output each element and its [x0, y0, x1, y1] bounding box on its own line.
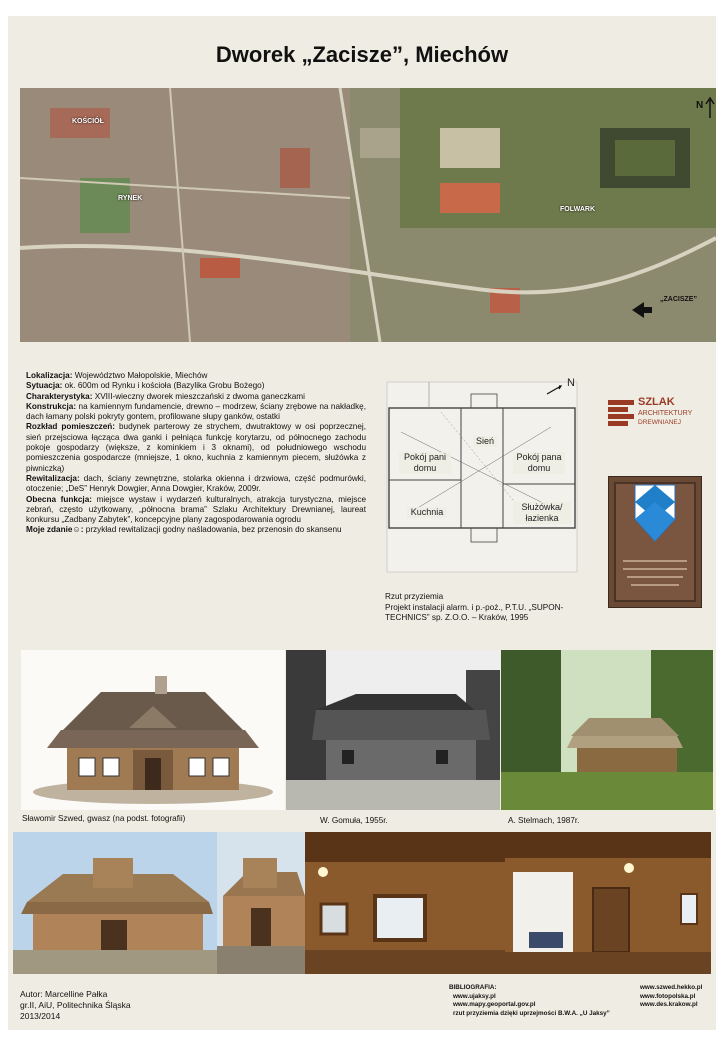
aerial-map — [20, 88, 716, 342]
author-group: gr.II, AiU, Politechnika Śląska — [20, 1000, 131, 1010]
floor-plan — [381, 372, 591, 584]
color-house-image — [501, 650, 713, 810]
aerial-map-image — [20, 88, 716, 342]
bw-photo — [286, 650, 500, 810]
plan-caption-body: Projekt instalacji alarm. i p.-poż., P.T.U. „SUPON-TECHNICS” sp. Z.O.O. – Kraków, 1995 — [385, 602, 564, 622]
info-character: Charakterystyka: XVIII-wieczny dworek mieszczański z dwoma ganeczkami — [26, 391, 305, 401]
szlak-logo — [608, 394, 708, 434]
plan-room-kitchen: Kuchnia — [407, 507, 447, 518]
map-label-site: „ZACISZE” — [660, 296, 697, 303]
interior-room-image-1 — [305, 832, 505, 974]
bibliography-left — [449, 984, 610, 1018]
color-photo-1987 — [501, 650, 713, 810]
caption-bw: W. Gomuła, 1955r. — [320, 816, 388, 825]
caption-color: A. Stelmach, 1987r. — [508, 816, 580, 825]
bw-house-image — [286, 650, 500, 810]
interior-photo-1 — [305, 832, 505, 974]
restored-house-image-2 — [217, 832, 305, 974]
restored-photo-1 — [13, 832, 217, 974]
info-construction: Konstrukcja: na kamiennym fundamencie, drewno – modrzew, ściany zrębowe na nakładkę, dach łamany polski pokryty gontem, profilowane słupy ganków, ostatki — [26, 401, 366, 422]
caption-painting: Sławomir Szwed, gwasz (na podst. fotografii) — [22, 814, 186, 823]
bibliography-item: rzut przyziemia dzięki uprzejmości B.W.A. „U Jaksy” — [453, 1009, 610, 1017]
logo-line3: DREWNIANEJ — [638, 419, 681, 426]
map-label-church: KOŚCIÓŁ — [72, 118, 104, 125]
bibliography-item: www.mapy.geoportal.gov.pl — [453, 1001, 536, 1008]
map-north-label: N — [696, 100, 704, 111]
award-plaque — [608, 476, 702, 608]
plan-caption — [385, 592, 600, 624]
bibliography-item: www.szwed.hekko.pl — [640, 984, 703, 991]
author-block — [20, 989, 131, 1022]
info-layout: Rozkład pomieszczeń: budynek parterowy ze strychem, dwutraktowy w osi poprzecznej, sień przejsciowa łącząca dwa ganki i pełniąca funkcję korytarzu, od północnego zachodu pokoje gospodarzy (większe, z kominkiem i 3 oknami), od południowego wschodu pomieszczenia gospodarcze (mniejsze, 1 okno, kuchnia z kamiennym piecem, służówka z piwniczką) — [26, 422, 366, 473]
painting-photo — [21, 650, 285, 810]
info-location: Lokalizacja: Województwo Małopolskie, Miechów — [26, 371, 208, 380]
poster — [8, 16, 716, 1030]
bibliography-item: www.des.krakow.pl — [640, 1001, 698, 1008]
restored-photo-2 — [217, 832, 305, 974]
plan-room-hall: Sień — [473, 436, 497, 447]
painting-house-image — [21, 650, 285, 810]
interior-photo-2 — [505, 832, 711, 974]
info-block — [26, 371, 366, 536]
page-title: Dworek „Zacisze”, Miechów — [215, 42, 509, 67]
info-revitalization: Rewitalizacja: dach, ściany zewnętrzne, stolarka okienna i drzwiowa, część podmurówki, otoczenie; „DeS” Henryk Dowgier, Anna Dowgier, Kraków, 2009r. — [26, 473, 366, 494]
logo-bars-icon — [608, 400, 634, 428]
restored-house-image-1 — [13, 832, 217, 974]
bibliography-right — [640, 984, 702, 1010]
info-function: Obecna funkcja: miejsce wystaw i wydarzeń kulturalnych, atrakcja turystyczna, miejsce zebrań, często użytkowany, „północna brama” Szlaku Architektury Drewnianej, laureat konkursu „Zadbany Zabytek”, koncepcyjne plany zagospodarowania ogrodu — [26, 494, 366, 525]
bibliography-item: www.ujaksy.pl — [453, 992, 496, 1000]
info-situation: Sytuacja: ok. 600m od Rynku i kościoła (Bazylika Grobu Bożego) — [26, 381, 265, 391]
floor-plan-drawing — [381, 372, 591, 584]
info-opinion: Moje zdanie☺: przykład rewitalizacji godny naśladowania, bez przenosin do skansenu — [26, 525, 342, 535]
plan-north-label: N — [567, 377, 575, 389]
author-name: Autor: Marcelline Pałka — [20, 989, 108, 999]
logo-line1: SZLAK — [638, 396, 675, 408]
interior-room-image-2 — [505, 832, 711, 974]
map-label-square: RYNEK — [118, 195, 143, 202]
plaque-emblem — [609, 477, 701, 607]
plan-room-lord: Pokój pana domu — [513, 452, 565, 474]
author-year: 2013/2014 — [20, 1011, 61, 1021]
bibliography-item: www.fotopolska.pl — [640, 992, 696, 1000]
logo-line2: ARCHITEKTURY — [638, 410, 693, 417]
plan-room-lady: Pokój pani domu — [399, 452, 451, 474]
map-label-farm: FOLWARK — [560, 206, 595, 213]
bibliography-heading: BIBLIOGRAFIA: — [449, 984, 497, 991]
plan-room-service: Służówka/ łazienka — [513, 502, 571, 524]
plan-caption-title: Rzut przyziemia — [385, 592, 444, 601]
